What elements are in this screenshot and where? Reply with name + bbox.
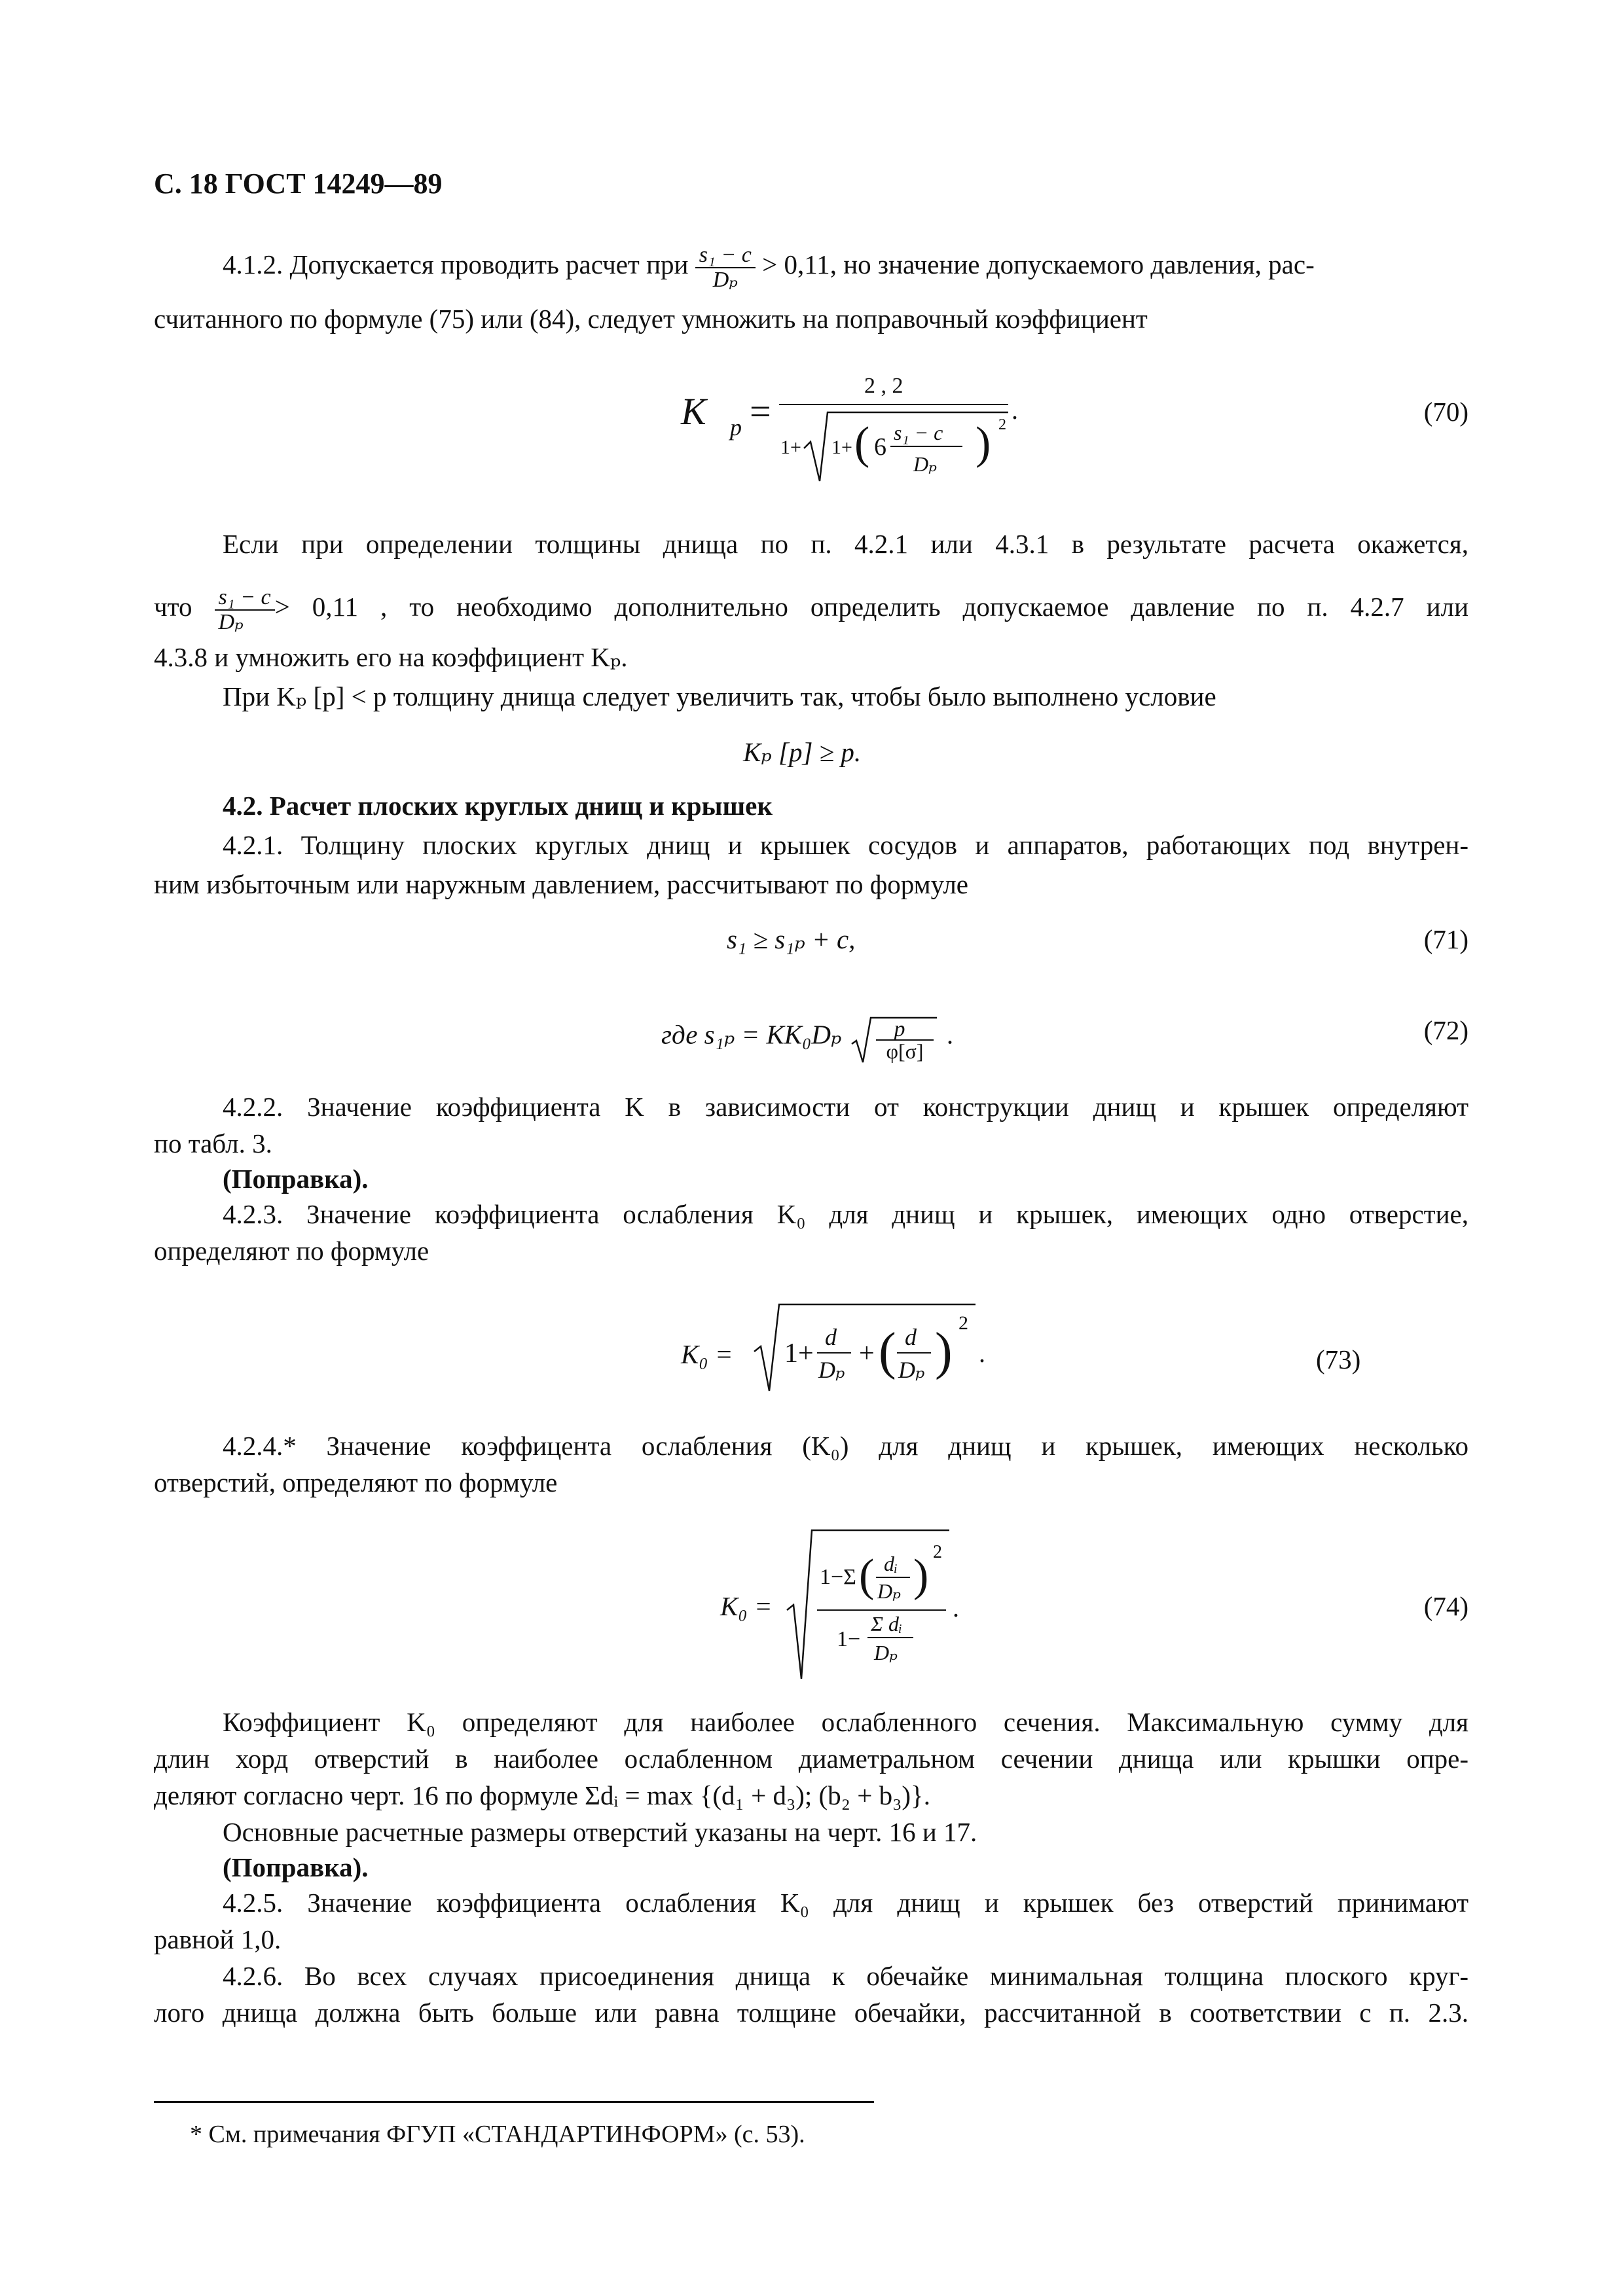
equation-73 [753, 1299, 1002, 1397]
para-if-line1: Если при определении толщины днища по п. 4.2.1 или 4.3.1 в результате расчета окажется, [223, 529, 1468, 559]
svg-text:.: . [1012, 395, 1018, 425]
svg-text:2: 2 [958, 1312, 968, 1334]
para-4-1-2-line2: считанного по формуле (75) или (84), следует умножить на поправочный коэффициент [154, 304, 1148, 334]
condition-kp: Kₚ [p] ≥ p. [743, 737, 862, 767]
svg-text:1−: 1− [837, 1627, 861, 1651]
para-4-2-4-line1: 4.2.4.* Значение коэффицента ослабления (K₀) для днищ и крышек, имеющих несколько [223, 1431, 1468, 1461]
eq71-label: (71) [1423, 924, 1468, 954]
para-4-2-3-line1: 4.2.3. Значение коэффициента ослабления K₀ для днищ и крышек, имеющих одно отверстие, [223, 1199, 1468, 1229]
eq70-label: (70) [1423, 397, 1468, 427]
eq74-label: (74) [1423, 1591, 1468, 1621]
eq74-lhs: K₀ = [720, 1591, 773, 1621]
svg-text:): ) [935, 1323, 953, 1380]
eq72-label: (72) [1423, 1015, 1468, 1045]
equation-70 [668, 367, 1061, 497]
para-4-2-1-line1: 4.2.1. Толщину плоских круглых днищ и крышек сосудов и аппаратов, работающих под внутрен- [223, 830, 1468, 860]
svg-text:=: = [750, 390, 771, 433]
svg-text:p: p [894, 1017, 905, 1041]
svg-text:): ) [913, 1551, 929, 1601]
svg-text:(: ( [859, 1551, 875, 1601]
eq70-lhs-sub: p [730, 414, 742, 440]
eq72-radical [848, 1011, 940, 1064]
svg-text:+: + [859, 1338, 875, 1369]
eq70-numerator: 2 , 2 [864, 374, 903, 398]
svg-text:s₁ − c: s₁ − c [894, 421, 943, 444]
svg-text:d: d [905, 1324, 917, 1350]
svg-text:1+: 1+ [780, 437, 801, 458]
svg-text:.: . [979, 1338, 985, 1368]
svg-text:Dₚ: Dₚ [874, 1641, 898, 1664]
svg-text:6: 6 [874, 433, 886, 461]
svg-text:.: . [953, 1593, 959, 1623]
page-header: С. 18 ГОСТ 14249—89 [154, 168, 443, 200]
svg-text:Dₚ: Dₚ [898, 1357, 925, 1383]
para-if-line2: что $\frac{\text{s₁ − c}}{\text{Dₚ}}$ > 0,11 , то необходимо дополнительно определить допускаемое давление по п. 4.2.7 или [154, 585, 1469, 634]
para-if-line3: 4.3.8 и умножить его на коэффициент Kₚ. [154, 642, 628, 672]
eq73-lhs: K₀ = [681, 1339, 733, 1369]
para-4-2-2-line2: по табл. 3. [154, 1128, 272, 1158]
svg-text:Dₚ: Dₚ [818, 1357, 845, 1383]
para-coef-line1: Коэффициент K₀ определяют для наиболее ослабленного сечения. Максимальную сумму для [223, 1707, 1468, 1737]
para-4-2-5-line1: 4.2.5. Значение коэффициента ослабления K₀ для днищ и крышек без отверстий принимают [223, 1888, 1468, 1918]
fraction-s1-c-over-dp: $\frac{\text{s₁ − c}}{\text{Dₚ}}$ [695, 243, 756, 291]
eq70-lhs: K [681, 390, 706, 433]
svg-text:Dₚ: Dₚ [913, 452, 937, 476]
para-4-2-6-line1: 4.2.6. Во всех случаях присоединения днища к обечайке минимальная толщина плоского круг- [223, 1961, 1468, 1991]
section-4-2-title: 4.2. Расчет плоских круглых днищ и крышек [223, 791, 773, 821]
correction-1: (Поправка). [223, 1164, 369, 1194]
svg-text:d: d [825, 1324, 837, 1350]
svg-text:): ) [976, 418, 991, 469]
para-coef-line4: Основные расчетные размеры отверстий указаны на черт. 16 и 17. [223, 1817, 977, 1847]
svg-text:1+: 1+ [831, 437, 852, 458]
svg-text:(: ( [854, 418, 870, 469]
para-coef-line3: деляют согласно черт. 16 по формуле Σdᵢ = max {(d₁ + d₃); (b₂ + b₃)}. [154, 1780, 930, 1810]
para-4-2-3-line2: определяют по формуле [154, 1236, 429, 1266]
para-4-2-1-line2: ним избыточным или наружным давлением, рассчитывают по формуле [154, 869, 968, 899]
svg-text:φ[σ]: φ[σ] [886, 1039, 924, 1063]
para-4-2-5-line2: равной 1,0. [154, 1924, 282, 1954]
svg-text:(: ( [879, 1323, 896, 1380]
svg-text:1−Σ: 1−Σ [820, 1565, 856, 1589]
para-if-line4: При Kₚ [p] < p толщину днища следует увеличить так, чтобы было выполнено условие [223, 681, 1216, 711]
svg-text:2: 2 [933, 1542, 942, 1562]
eq73-label: (73) [1316, 1344, 1361, 1374]
equation-74 [786, 1525, 976, 1682]
para-4-2-4-line2: отверстий, определяют по формуле [154, 1467, 558, 1498]
footnote-divider [154, 2101, 874, 2103]
equation-72: где s₁ₚ = KK₀Dₚ p φ[σ] . [661, 1011, 953, 1064]
para-4-2-2-line1: 4.2.2. Значение коэффициента K в зависимости от конструкции днищ и крышек определяют [223, 1092, 1468, 1122]
svg-text:Dₚ: Dₚ [877, 1579, 901, 1603]
svg-text:2: 2 [998, 416, 1006, 433]
svg-text:dᵢ: dᵢ [884, 1552, 898, 1575]
correction-2: (Поправка). [223, 1852, 369, 1882]
para-coef-line2: длин хорд отверстий в наиболее ослабленном диаметральном сечении днища или крышки опре- [154, 1744, 1468, 1774]
equation-71: s₁ ≥ s₁ₚ + c, [727, 924, 856, 954]
para-4-1-2-line1: 4.1.2. Допускается проводить расчет при $\frac{\text{s₁ − c}}{\text{Dₚ}}$ > 0,11, но значение допускаемого давления, рас- [223, 243, 1315, 292]
svg-text:Σ dᵢ: Σ dᵢ [871, 1612, 903, 1636]
svg-text:1+: 1+ [784, 1338, 814, 1369]
footnote: * См. примечания ФГУП «СТАНДАРТИНФОРМ» (с. 53). [190, 2121, 805, 2148]
para-4-2-6-line2: лого днища должна быть больше или равна толщине обечайки, рассчитанной в соответствии с п. 2.3. [154, 1998, 1468, 2028]
